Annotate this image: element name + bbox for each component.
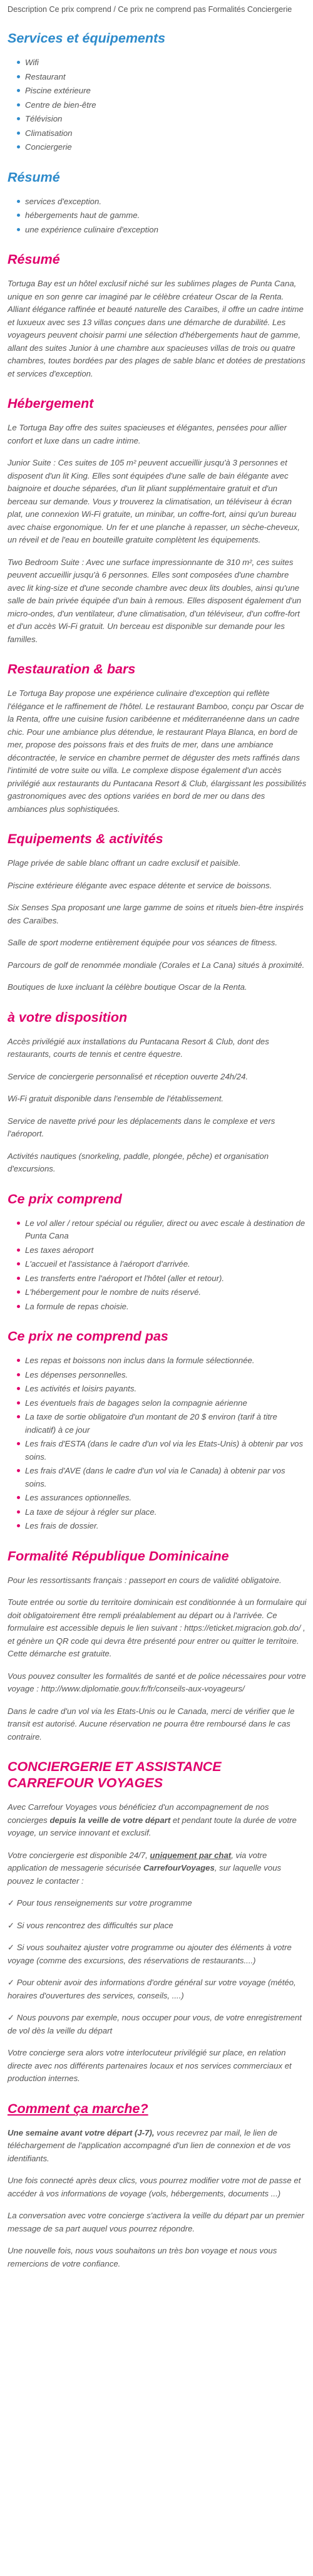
resume-text: Tortuga Bay est un hôtel exclusif niché sur les sublimes plages de Punta Cana, unique en son genre car imaginé par le célèbre créateur Oscar de la Renta. Alliant élégance raffinée et beauté naturelle des Caraïbes, il offre un cadre intime et luxueux avec ses 13 villas conçues dans une démarche de durabilité. Les voyageurs peuvent choisir parmi une sélection d'hébergements haut de gamme, allant des suites Junior à une chambre aux spacieuses villas de trois ou quatre chambres, toutes bordées par des plages de sable blanc et dotées de prestations et services d'exception. xyxy=(8,279,305,378)
check-item: ✓ Si vous souhaitez ajuster votre programme ou ajouter des éléments à votre voyage (comme des excursions, des réservations de restaurants....) xyxy=(8,1943,292,1965)
availability-a: Votre conciergerie est disponible 24/7, xyxy=(8,1850,150,1860)
conciergerie-availability xyxy=(8,1849,307,1888)
comment-closing: Une nouvelle fois, nous vous souhaitons un très bon voyage et nous vous remercions de votre confiance. xyxy=(8,2246,277,2268)
equipement-item: Boutiques de luxe incluant la célèbre boutique Oscar de la Renta. xyxy=(8,982,247,992)
resume-title: Résumé xyxy=(8,252,60,267)
equipement-item: Six Senses Spa proposant une large gamme de soins et rituels bien-être inspirés des Caraïbes. xyxy=(8,903,304,925)
comment-section xyxy=(8,2101,307,2271)
equipement-item: Plage privée de sable blanc offrant un cadre exclusif et paisible. xyxy=(8,858,241,868)
list-item: La formule de repas choisie. xyxy=(25,1301,307,1314)
comment-step-1 xyxy=(8,2127,307,2166)
comment-step-1-bold: Une semaine avant votre départ (J-7), xyxy=(8,2127,155,2137)
services-section xyxy=(8,30,307,154)
resume-title: Résumé xyxy=(8,169,60,185)
non-compris-section xyxy=(8,1328,307,1533)
breadcrumb: Description Ce prix comprend / Ce prix ne comprend pas Formalités Conciergerie xyxy=(8,5,292,14)
comment-title: Comment ça marche? xyxy=(8,2101,148,2116)
comment-step-2: Une fois connecté après deux clics, vous pourrez modifier votre mot de passe et accéder à vos informations de voyage (vols, hébergements, documents ...) xyxy=(8,2176,301,2198)
comment-step-1-text: vous recevrez par mail, le lien de téléchargement de l'application accompagné d'un lien de connexion et de vos identifiants. xyxy=(8,2127,291,2163)
list-item: Les frais de dossier. xyxy=(25,1520,307,1533)
non-compris-title: Ce prix ne comprend pas xyxy=(8,1329,168,1344)
resume-list-section xyxy=(8,169,307,237)
list-item: Piscine extérieure xyxy=(25,85,307,98)
conciergerie-intro-a: Avec Carrefour Voyages vous bénéficiez d'un accompagnement de nos concierges xyxy=(8,1802,269,1825)
list-item: Les assurances optionnelles. xyxy=(25,1492,307,1505)
formalite-eticket: Toute entrée ou sortie du territoire dominicain est conditionnée à un formulaire qui doit obligatoirement être rempli préalablement au départ ou à l'arrivée. Ce formulaire est accessible depuis le lien suivant : https://eticket.migracion.gob.do/ , et génère un QR code qui devra être présenté pour entrer ou quitter le territoire. Cette démarche est gratuite. xyxy=(8,1597,307,1658)
list-item: Les dépenses personnelles. xyxy=(25,1369,307,1382)
list-item: Climatisation xyxy=(25,127,307,140)
availability-chat: uniquement par chat xyxy=(150,1850,232,1860)
list-item: hébergements haut de gamme. xyxy=(25,209,307,222)
hebergement-intro: Le Tortuga Bay offre des suites spacieuses et élégantes, pensées pour allier confort et luxe dans un cadre intime. xyxy=(8,423,287,445)
services-list xyxy=(8,56,307,154)
disposition-item: Accès privilégié aux installations du Puntacana Resort & Club, dont des restaurants, courts de tennis et centre équestre. xyxy=(8,1036,269,1059)
disposition-item: Service de conciergerie personnalisé et réception ouverte 24h/24. xyxy=(8,1071,249,1081)
disposition-item: Wi-Fi gratuit disponible dans l'ensemble de l'établissement. xyxy=(8,1094,224,1103)
disposition-item: Service de navette privé pour les déplacements dans le complexe et vers l'aéroport. xyxy=(8,1116,275,1138)
list-item: La taxe de sortie obligatoire d'un montant de 20 $ environ (tarif à titre indicatif) à ce jour xyxy=(25,1411,307,1436)
non-compris-list xyxy=(8,1354,307,1533)
formalite-section xyxy=(8,1548,307,1744)
list-item: services d'exception. xyxy=(25,195,307,209)
conciergerie-title: CONCIERGERIE ET ASSISTANCE CARREFOUR VOYAGES xyxy=(8,1759,222,1790)
list-item: Centre de bien-être xyxy=(25,99,307,112)
junior-suite-text: Junior Suite : Ces suites de 105 m² peuvent accueillir jusqu'à 3 personnes et disposent d'un lit King. Elles sont équipées d'une salle de bain élégante avec baignoire et douche séparées, d'un lit pliant supplémentaire gratuit et d'un berceau sur demande. Vous y trouverez la climatisation, un téléviseur à écran plat, une connexion Wi-Fi gratuite, un minibar, un coffre-fort, ainsi qu'un bureau avec chaise ergonomique. Un fer et une planche à repasser, un sèche-cheveux, un réveil et de l'eau en bouteille gratuite complètent les équipements. xyxy=(8,458,300,544)
formalite-title: Formalité République Dominicaine xyxy=(8,1548,229,1564)
check-item: ✓ Nous pouvons par exemple, nous occuper pour vous, de votre enregistrement de vol dès la veille du départ xyxy=(8,2013,302,2035)
availability-c: , via votre application de messagerie sécurisée xyxy=(8,1850,267,1872)
conciergerie-intro-bold: depuis la veille de votre départ xyxy=(49,1815,171,1825)
list-item: Conciergerie xyxy=(25,141,307,154)
comment-step-3: La conversation avec votre concierge s'activera la veille du départ par un premier message de sa part auquel vous pourrez répondre. xyxy=(8,2211,304,2233)
list-item: Les repas et boissons non inclus dans la formule sélectionnée. xyxy=(25,1354,307,1368)
conciergerie-intro xyxy=(8,1801,307,1840)
resume-list xyxy=(8,195,307,237)
list-item: Télévision xyxy=(25,113,307,126)
equipements-section xyxy=(8,831,307,994)
formalite-sante: Vous pouvez consulter les formalités de santé et de police nécessaires pour votre voyage : http://www.diplomatie.gouv.fr/fr/conseils-aux-voyageurs/ xyxy=(8,1671,306,1693)
conciergerie-section xyxy=(8,1758,307,2085)
list-item: Les activités et loisirs payants. xyxy=(25,1383,307,1396)
list-item: L'hébergement pour le nombre de nuits réservé. xyxy=(25,1286,307,1299)
list-item: Les transferts entre l'aéroport et l'hôtel (aller et retour). xyxy=(25,1272,307,1285)
comprend-list xyxy=(8,1217,307,1314)
resume-text-section xyxy=(8,251,307,380)
conciergerie-outro: Votre concierge sera alors votre interlocuteur privilégié sur place, en relation directe avec nos différents partenaires locaux et nos services commerciaux et production internes. xyxy=(8,2048,292,2083)
list-item: La taxe de séjour à régler sur place. xyxy=(25,1506,307,1519)
check-item: ✓ Pour obtenir avoir des informations d'ordre général sur votre voyage (météo, horaires d'ouvertures des services, conseils, ....) xyxy=(8,1978,296,2000)
list-item: Restaurant xyxy=(25,71,307,84)
equipement-item: Piscine extérieure élégante avec espace détente et service de boissons. xyxy=(8,880,272,890)
restauration-title: Restauration & bars xyxy=(8,662,136,677)
disposition-title: à votre disposition xyxy=(8,1009,128,1025)
check-item: ✓ Pour tous renseignements sur votre programme xyxy=(8,1898,192,1908)
equipements-title: Equipements & activités xyxy=(8,831,163,846)
list-item: Wifi xyxy=(25,56,307,70)
restauration-text: Le Tortuga Bay propose une expérience culinaire d'exception qui reflète l'élégance et le raffinement de l'hôtel. Le restaurant Bamboo, conçu par Oscar de la Renta, offre une cuisine fusion caribéenne et méditerranéenne dans un cadre chic. Pour une ambiance plus détendue, le restaurant Playa Blanca, en bord de mer, propose des poissons frais et des fruits de mer, dans une ambiance décontractée, le service en chambre permet de déguster des mets raffinés dans l'intimité de votre suite ou villa. Le complexe dispose également d'un accès privilégié aux restaurants du Puntacana Resort & Club, élargissant les possibilités gastronomiques avec des options variées en bord de mer ou dans des ambiances plus sophistiquées. xyxy=(8,688,307,814)
availability-app: CarrefourVoyages xyxy=(143,1863,215,1872)
list-item: Le vol aller / retour spécial ou régulier, direct ou avec escale à destination de Punta Cana xyxy=(25,1217,307,1243)
hebergement-title: Hébergement xyxy=(8,396,94,411)
availability-e: , sur laquelle vous pouvez le contacter : xyxy=(8,1863,282,1886)
list-item: Les éventuels frais de bagages selon la compagnie aérienne xyxy=(25,1397,307,1410)
comprend-title: Ce prix comprend xyxy=(8,1191,122,1207)
equipement-item: Parcours de golf de renommée mondiale (Corales et La Cana) situés à proximité. xyxy=(8,960,305,970)
list-item: une expérience culinaire d'exception xyxy=(25,224,307,237)
equipement-item: Salle de sport moderne entièrement équipée pour vos séances de fitness. xyxy=(8,938,278,947)
two-bedroom-suite-text: Two Bedroom Suite : Avec une surface impressionnante de 310 m², ces suites peuvent accueillir jusqu'à 6 personnes. Elles sont composées d'une chambre avec lit king-size et d'une seconde chambre avec deux lits doubles, ainsi qu'une salle de bain privée équipée d'un bain à remous. Elles disposent également d'un micro-ondes, d'un ventilateur, d'une climatisation, d'un téléviseur, d'un coffre-fort et d'un accès Wi-Fi gratuit. Un berceau est disponible sur demande pour les familles. xyxy=(8,557,302,644)
check-item: ✓ Si vous rencontrez des difficultés sur place xyxy=(8,1920,173,1930)
list-item: Les frais d'AVE (dans le cadre d'un vol via le Canada) à obtenir par vos soins. xyxy=(25,1465,307,1490)
list-item: L'accueil et l'assistance à l'aéroport d'arrivée. xyxy=(25,1258,307,1271)
disposition-item: Activités nautiques (snorkeling, paddle, plongée, pêche) et organisation d'excursions. xyxy=(8,1151,269,1173)
list-item: Les frais d'ESTA (dans le cadre d'un vol via les Etats-Unis) à obtenir par vos soins. xyxy=(25,1438,307,1463)
list-item: Les taxes aéroport xyxy=(25,1244,307,1257)
services-title: Services et équipements xyxy=(8,31,166,46)
restauration-section xyxy=(8,661,307,816)
hebergement-section xyxy=(8,395,307,646)
comprend-section xyxy=(8,1191,307,1314)
conciergerie-intro-c: et pendant toute la durée de votre voyage, un service innovant et exclusif. xyxy=(8,1815,297,1837)
disposition-section xyxy=(8,1009,307,1176)
formalite-transit: Dans le cadre d'un vol via les Etats-Unis ou le Canada, merci de vérifier que le transit est autorisé. Aucune réservation ne pourra être remboursé dans le cas contraire. xyxy=(8,1706,295,1742)
formalite-passport: Pour les ressortissants français : passeport en cours de validité obligatoire. xyxy=(8,1575,282,1585)
